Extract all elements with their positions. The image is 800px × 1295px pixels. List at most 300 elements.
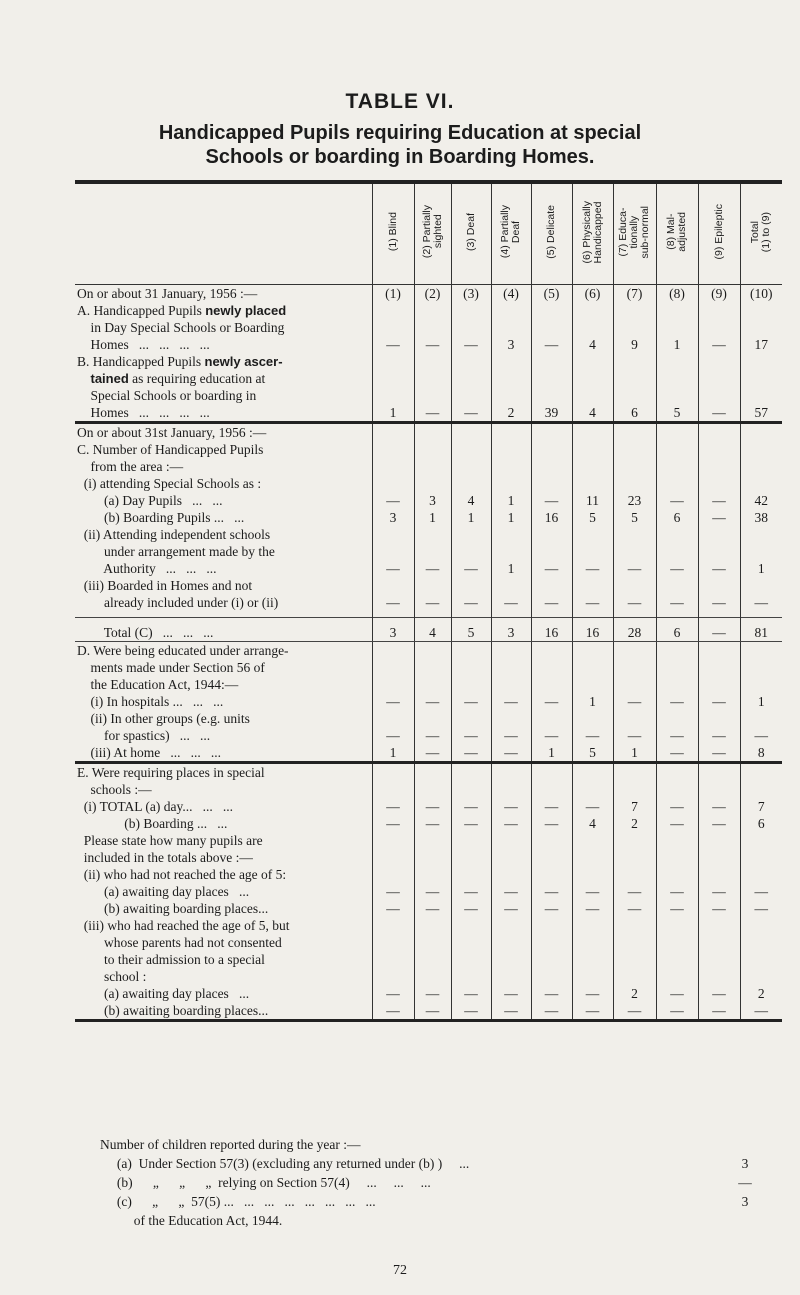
row-label-line: Total (C) ... ... ... (77, 625, 214, 640)
cell-value (451, 302, 491, 353)
cell-text: — (386, 1003, 400, 1018)
cell-value (656, 526, 698, 577)
table-row (75, 710, 782, 744)
cell-value (491, 832, 531, 900)
row-label-line: Special Schools or boarding in (77, 388, 257, 403)
cell-text: — (425, 337, 440, 352)
column-header-1 (372, 182, 414, 285)
column-header-line: adjusted (676, 212, 688, 252)
cell-text: — (425, 1003, 440, 1018)
column-header-label (388, 212, 399, 251)
row-label-line: Please state how many pupils are (77, 833, 263, 848)
cell-text: — (585, 986, 600, 1001)
cell-value (372, 577, 414, 618)
cell-value (491, 642, 531, 711)
cell-text: 1 (631, 745, 638, 760)
cell-text: — (464, 728, 478, 743)
cell-value (572, 744, 613, 763)
cell-text: 1 (389, 405, 397, 420)
cell-value (613, 423, 656, 510)
column-header-line: (3) Deaf (464, 213, 477, 251)
cell-value (740, 353, 782, 423)
column-header-label (618, 206, 651, 259)
cell-text: 1 (507, 510, 515, 525)
cell-value (531, 302, 572, 353)
cell-text: — (544, 728, 559, 743)
cell-value (491, 815, 531, 832)
column-header-line: tionally (628, 215, 640, 249)
cell-value (613, 763, 656, 816)
cell-value (656, 744, 698, 763)
row-label (75, 900, 372, 917)
cell-value (491, 509, 531, 526)
row-label-line: (ii) Attending independent schools (77, 527, 271, 542)
cell-value (414, 1002, 451, 1021)
cell-value (572, 710, 613, 744)
cell-value (372, 815, 414, 832)
cell-text: — (464, 884, 478, 899)
row-label-line: B. Handicapped Pupils newly ascer- (77, 354, 283, 369)
cell-text: — (425, 816, 440, 831)
table-row (75, 423, 782, 510)
cell-text: 4 (589, 337, 596, 352)
cell-text: — (712, 595, 726, 610)
cell-value (740, 832, 782, 900)
cell-text: — (544, 595, 559, 610)
cell-value (491, 353, 531, 423)
footnote-text: of the Education Act, 1944. (100, 1213, 283, 1228)
cell-value (531, 744, 572, 763)
cell-value (372, 509, 414, 526)
footnote-line (100, 1211, 760, 1230)
cell-text: — (504, 694, 518, 709)
cell-text: — (544, 694, 559, 709)
cell-value (656, 353, 698, 423)
cell-text: — (670, 728, 684, 743)
cell-text: — (386, 901, 400, 916)
cell-value (372, 423, 414, 510)
cell-value (372, 900, 414, 917)
cell-value (656, 618, 698, 642)
cell-text: 4 (589, 405, 596, 420)
cell-text: — (754, 1003, 768, 1018)
column-header-line: Handicapped (591, 201, 604, 263)
cell-value (414, 744, 451, 763)
cell-value (740, 423, 782, 510)
row-label-line: A. Handicapped Pupils newly placed (77, 303, 287, 318)
column-header-line: (2) Partially (420, 205, 433, 259)
cell-text: — (627, 728, 642, 743)
cell-value (531, 1002, 572, 1021)
cell-text: — (386, 884, 400, 899)
cell-value (656, 815, 698, 832)
cell-text: — (670, 986, 684, 1001)
cell-text: — (754, 884, 768, 899)
cell-value (531, 815, 572, 832)
row-label (75, 526, 372, 577)
cell-value (572, 815, 613, 832)
cell-value (572, 509, 613, 526)
cell-text: — (712, 405, 726, 420)
column-header-line: (4) Partially (499, 205, 511, 259)
row-label (75, 710, 372, 744)
cell-value (698, 710, 740, 744)
table-row (75, 577, 782, 618)
cell-value (531, 710, 572, 744)
footnote-text: (a) Under Section 57(3) (excluding any returned under (b) ) ... (100, 1156, 470, 1171)
cell-value (656, 832, 698, 900)
cell-text: — (712, 884, 726, 899)
table-row (75, 618, 782, 642)
row-label-line: (iii) who had reached the age of 5, but (77, 918, 290, 933)
row-label-line: (a) awaiting day places ... (77, 884, 250, 899)
cell-text: — (585, 1003, 600, 1018)
table-row (75, 509, 782, 526)
cell-value (414, 900, 451, 917)
row-label-line: (ii) who had not reached the age of 5: (77, 867, 287, 882)
cell-text: — (670, 493, 684, 508)
cell-text: — (585, 884, 600, 899)
column-header-2 (414, 182, 451, 285)
cell-value (613, 285, 656, 303)
cell-value (414, 509, 451, 526)
row-label-line: the Education Act, 1944:— (77, 677, 239, 692)
column-header-label (666, 212, 688, 252)
cell-value (372, 744, 414, 763)
cell-value (572, 577, 613, 618)
cell-text: — (504, 884, 518, 899)
cell-value (414, 423, 451, 510)
column-header-label (714, 204, 725, 259)
cell-value (491, 900, 531, 917)
row-label-line: in Day Special Schools or Boarding (77, 320, 285, 335)
cell-value (656, 900, 698, 917)
cell-text: — (712, 625, 726, 640)
column-header-7 (613, 182, 656, 285)
cell-value (572, 526, 613, 577)
cell-text: 16 (585, 625, 600, 640)
cell-value (698, 526, 740, 577)
column-header-4 (491, 182, 531, 285)
cell-value (572, 642, 613, 711)
cell-value (414, 710, 451, 744)
cell-value (451, 423, 491, 510)
row-label-line: (a) awaiting day places ... (77, 986, 250, 1001)
row-label-line: Homes ... ... ... ... (77, 337, 210, 352)
cell-value (491, 618, 531, 642)
cell-value (698, 744, 740, 763)
cell-text: — (386, 986, 400, 1001)
cell-text: — (425, 728, 440, 743)
cell-value (613, 710, 656, 744)
cell-text: — (712, 986, 726, 1001)
cell-value (613, 509, 656, 526)
table-row (75, 1002, 782, 1021)
cell-text: 3 (429, 493, 436, 508)
cell-text: — (754, 595, 768, 610)
cell-value (698, 1002, 740, 1021)
cell-value (491, 526, 531, 577)
row-label (75, 285, 372, 303)
cell-value (451, 763, 491, 816)
cell-value (698, 509, 740, 526)
row-label (75, 509, 372, 526)
column-header-line: (9) Epileptic (712, 204, 725, 260)
cell-text: — (464, 901, 478, 916)
cell-text: — (544, 493, 559, 508)
cell-text: — (627, 595, 642, 610)
cell-value (740, 302, 782, 353)
cell-value (613, 618, 656, 642)
cell-text: (5) (543, 286, 560, 301)
cell-value (531, 642, 572, 711)
cell-text: — (544, 901, 559, 916)
cell-value (372, 1002, 414, 1021)
table-row (75, 285, 782, 303)
cell-text: 5 (631, 510, 638, 525)
cell-value (613, 1002, 656, 1021)
cell-value (491, 423, 531, 510)
cell-value (414, 577, 451, 618)
cell-text: — (712, 799, 726, 814)
cell-text: — (544, 986, 559, 1001)
row-label-line: tained as requiring education at (90, 371, 266, 386)
cell-value (451, 1002, 491, 1021)
row-label-line: (b) awaiting boarding places... (77, 1003, 269, 1018)
cell-value (451, 917, 491, 1002)
row-label (75, 917, 372, 1002)
column-header-line: sighted (431, 215, 444, 249)
cell-value (740, 526, 782, 577)
footnote-value: — (738, 1175, 752, 1190)
row-label-line: (a) Day Pupils ... ... (77, 493, 223, 508)
cell-value (451, 710, 491, 744)
cell-text: — (712, 510, 726, 525)
cell-text: — (544, 337, 559, 352)
cell-text: 1 (389, 745, 397, 760)
column-header-line: (1) to (9) (760, 211, 773, 253)
row-label-line: (b) Boarding ... ... (77, 816, 228, 831)
cell-text: — (464, 405, 478, 420)
table-row (75, 526, 782, 577)
cell-text: — (544, 799, 559, 814)
column-header-line: sub-normal (639, 205, 651, 259)
cell-value (372, 353, 414, 423)
cell-text: (3) (463, 286, 479, 301)
column-header-label (466, 213, 477, 251)
cell-value (372, 526, 414, 577)
cell-text: — (425, 986, 440, 1001)
cell-value (698, 642, 740, 711)
column-header-10 (740, 182, 782, 285)
cell-text: 6 (673, 625, 681, 640)
footnote-line (100, 1173, 760, 1192)
cell-text: 6 (757, 816, 765, 831)
table-row (75, 642, 782, 711)
cell-text: — (627, 561, 642, 576)
table-row (75, 353, 782, 423)
table-row (75, 900, 782, 917)
cell-value (572, 832, 613, 900)
cell-value (740, 917, 782, 1002)
row-label-line: school : (77, 969, 147, 984)
cell-value (451, 900, 491, 917)
row-label-line: (iii) Boarded in Homes and not (77, 578, 253, 593)
cell-text: 5 (589, 510, 596, 525)
cell-text: — (464, 799, 478, 814)
footnote-line (100, 1135, 760, 1154)
cell-value (491, 710, 531, 744)
row-label-line: (i) TOTAL (a) day... ... ... (77, 799, 234, 814)
cell-value (414, 618, 451, 642)
cell-value (572, 917, 613, 1002)
cell-value (414, 353, 451, 423)
cell-text: (2) (424, 286, 441, 301)
cell-value (656, 285, 698, 303)
cell-value (656, 763, 698, 816)
cell-value (372, 710, 414, 744)
cell-value (414, 302, 451, 353)
cell-text: 3 (507, 337, 515, 352)
cell-value (372, 832, 414, 900)
column-header-9 (698, 182, 740, 285)
cell-text: 1 (507, 493, 515, 508)
cell-text: 1 (589, 694, 596, 709)
cell-value (740, 577, 782, 618)
cell-value (451, 815, 491, 832)
cell-value (531, 509, 572, 526)
cell-text: 4 (467, 493, 475, 508)
cell-text: 2 (631, 986, 638, 1001)
row-label-line: schools :— (77, 782, 152, 797)
table-title: TABLE VI. (345, 90, 455, 113)
cell-text: — (504, 595, 518, 610)
cell-text: — (712, 337, 726, 352)
cell-text: — (670, 816, 684, 831)
cell-text: — (504, 816, 518, 831)
cell-text: — (670, 799, 684, 814)
footnote-value: 3 (741, 1194, 749, 1209)
cell-text: 5 (673, 405, 681, 420)
cell-value (740, 710, 782, 744)
cell-value (414, 285, 451, 303)
row-label (75, 1002, 372, 1021)
footnote-line (100, 1154, 760, 1173)
cell-value (656, 917, 698, 1002)
row-label-line: (iii) At home ... ... ... (77, 745, 221, 760)
cell-text: 1 (757, 561, 765, 576)
cell-value (451, 744, 491, 763)
cell-text: — (544, 561, 559, 576)
cell-text: — (425, 745, 440, 760)
cell-value (491, 302, 531, 353)
cell-text: 2 (507, 405, 515, 420)
cell-text: — (386, 694, 400, 709)
cell-value (656, 302, 698, 353)
row-label-line: to their admission to a special (77, 952, 265, 967)
cell-value (491, 917, 531, 1002)
cell-text: 38 (754, 510, 768, 525)
cell-text: 28 (627, 625, 642, 640)
row-label-line: for spastics) ... ... (77, 728, 211, 743)
row-label-line: whose parents had not consented (77, 935, 282, 950)
cell-value (572, 763, 613, 816)
cell-text: 17 (754, 337, 768, 352)
cell-value (531, 900, 572, 917)
column-header-line: (5) Delicate (545, 205, 557, 259)
cell-value (613, 642, 656, 711)
cell-value (656, 423, 698, 510)
cell-value (740, 763, 782, 816)
cell-text: — (464, 816, 478, 831)
cell-value (572, 353, 613, 423)
cell-text: — (712, 728, 726, 743)
column-header-3 (451, 182, 491, 285)
cell-text: — (712, 1003, 726, 1018)
cell-text: — (504, 728, 518, 743)
cell-text: — (464, 986, 478, 1001)
cell-value (531, 618, 572, 642)
cell-value (451, 832, 491, 900)
cell-value (572, 618, 613, 642)
cell-text: — (464, 595, 478, 610)
row-label-line: (b) Boarding Pupils ... ... (77, 510, 245, 525)
row-label-line: Homes ... ... ... ... (77, 405, 210, 420)
cell-value (451, 509, 491, 526)
cell-value (740, 1002, 782, 1021)
cell-text: — (425, 595, 440, 610)
row-label-line: from the area :— (77, 459, 184, 474)
cell-text: — (585, 728, 600, 743)
column-header-line: Deaf (510, 220, 522, 244)
cell-value (613, 917, 656, 1002)
cell-text: 6 (673, 510, 681, 525)
cell-value (531, 423, 572, 510)
cell-value (613, 353, 656, 423)
row-label-line: E. Were requiring places in special (77, 765, 265, 780)
cell-value (372, 302, 414, 353)
cell-text: — (754, 901, 768, 916)
cell-value (572, 900, 613, 917)
cell-text: — (386, 728, 400, 743)
cell-value (656, 1002, 698, 1021)
cell-text: 4 (429, 625, 436, 640)
row-label-line: On or about 31 January, 1956 :— (77, 286, 258, 301)
cell-value (740, 900, 782, 917)
cell-value (698, 900, 740, 917)
cell-text: — (425, 884, 440, 899)
cell-text: — (670, 1003, 684, 1018)
cell-text: 11 (586, 493, 599, 508)
cell-value (740, 744, 782, 763)
cell-value (656, 710, 698, 744)
column-header-6 (572, 182, 613, 285)
cell-text: (4) (503, 286, 519, 301)
cell-text: 16 (544, 510, 559, 525)
cell-value (414, 642, 451, 711)
column-header-5 (531, 182, 572, 285)
table-body (75, 285, 782, 1021)
cell-text: 2 (631, 816, 638, 831)
column-header-label (582, 201, 604, 263)
cell-text: 1 (467, 510, 475, 525)
cell-text: 57 (754, 405, 768, 420)
cell-text: (1) (385, 286, 401, 301)
cell-text: — (504, 745, 518, 760)
cell-value (531, 763, 572, 816)
row-label (75, 618, 372, 642)
cell-value (698, 353, 740, 423)
